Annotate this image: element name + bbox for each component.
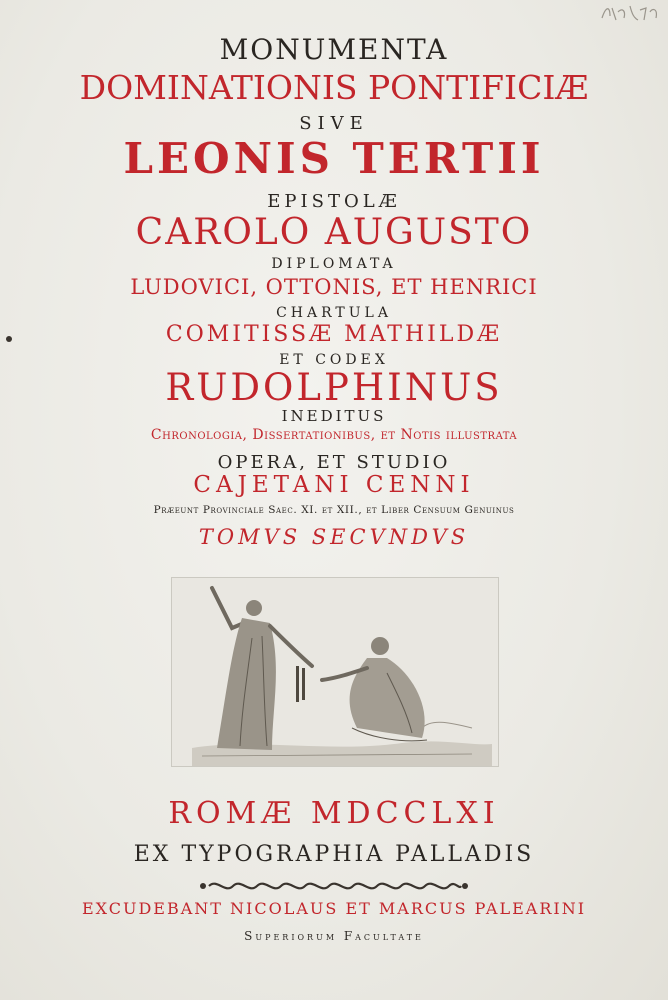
title-leonis-tertii: LEONIS TERTII <box>123 134 545 183</box>
title-chartula: CHARTULA <box>276 305 392 321</box>
title-et-codex: ET CODEX <box>279 352 389 368</box>
engraving-illustration <box>171 577 499 767</box>
title-diplomata: DIPLOMATA <box>271 256 397 272</box>
title-carolo-augusto: CAROLO AUGUSTO <box>135 212 533 253</box>
imprint-typographia: EX TYPOGRAPHIA PALLADIS <box>133 842 535 867</box>
title-ludovici: LUDOVICI, OTTONIS, ET HENRICI <box>130 275 538 299</box>
title-dominationis: DOMINATIONIS PONTIFICIÆ <box>79 68 589 107</box>
imprint-romae: ROMÆ MDCCLXI <box>168 796 500 831</box>
title-comitissae: COMITISSÆ MATHILDÆ <box>165 322 503 347</box>
title-praeeunt: Præeunt Provinciale Saec. XI. et XII., et Liber Censuum Genuinus <box>153 504 515 516</box>
title-epistolae: EPISTOLÆ <box>267 191 401 212</box>
title-tomus-secundus: TOMVS SECVNDVS <box>198 525 470 549</box>
imprint-permission: Superiorum Facultate <box>244 929 424 943</box>
title-chronologia: Chronologia, Dissertationibus, et Notis illustrata <box>150 427 518 443</box>
title-opera: OPERA, ET STUDIO <box>217 452 451 473</box>
imprint-printers-names: EXCUDEBANT NICOLAUS ET MARCUS PALEARINI <box>81 899 587 918</box>
printers-ornament <box>193 876 475 896</box>
title-rudolphinus: RUDOLPHINUS <box>165 366 503 409</box>
title-ineditus: INEDITUS <box>281 407 387 425</box>
handwritten-shelfmark <box>600 2 660 24</box>
title-cajetani-cenni: CAJETANI CENNI <box>193 472 475 498</box>
title-monumenta: MONUMENTA <box>219 33 449 66</box>
title-sive: SIVE <box>299 113 369 134</box>
